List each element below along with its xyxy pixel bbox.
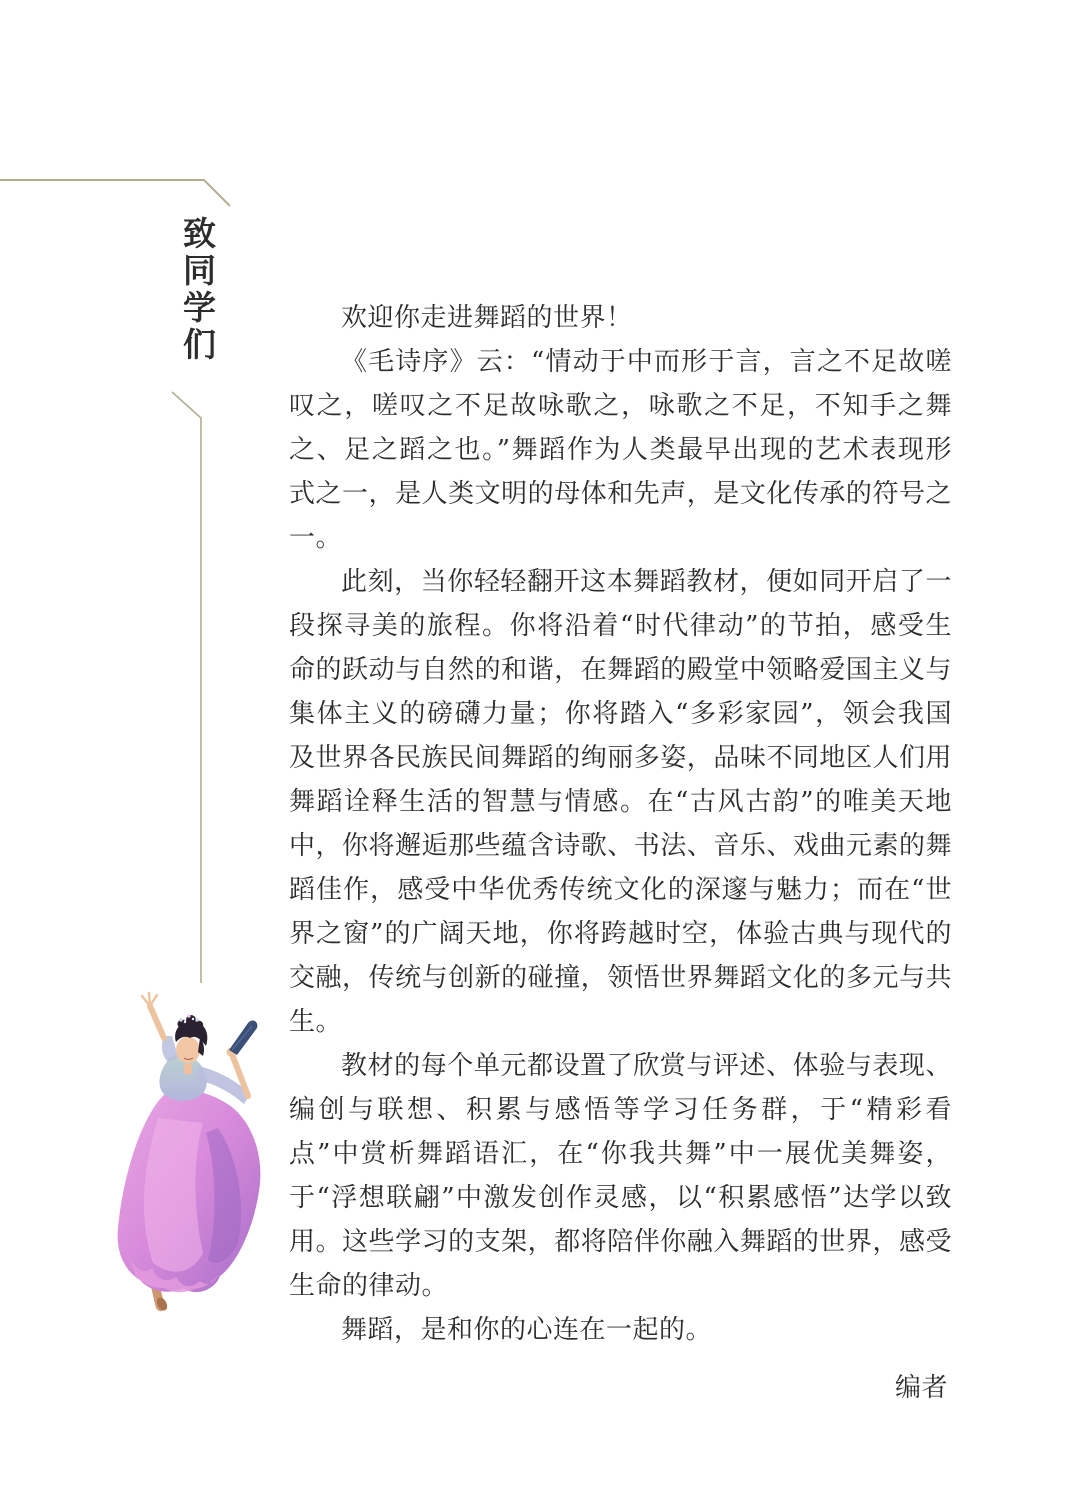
dancer-forearm-left [150,1006,164,1038]
paragraph-units: 教材的每个单元都设置了欣赏与评述、体验与表现、编创与联想、积累与感悟等学习任务群，于“精彩看点”中赏析舞蹈语汇，在“你我共舞”中一展优美舞姿，于“浮想联翩”中激发创作灵感，以“积累感悟”达学以致用。这些学习的支架，都将陪伴你融入舞蹈的世界，感受生命的律动。 [289,1051,952,1301]
dancer-skirt-highlight [144,1118,203,1272]
dancer-headdress-gem-5 [192,1018,194,1020]
dancer-headdress-gem-3 [195,1018,198,1021]
paragraph-journey: 此刻，当你轻轻翻开这本舞蹈教材，便如同开启了一段探寻美的旅程。你将沿着“时代律动”的节拍，感受生命的跃动与自然的和谐，在舞蹈的殿堂中领略爱国主义与集体主义的磅礴力量；你将踏入“多彩家园”，领会我国及世界各民族民间舞蹈的绚丽多姿，品味不同地区人们用舞蹈诠释生活的智慧与情感。在“古风古韵”的唯美天地中，你将邂逅那些蕴含诗歌、书法、音乐、戏曲元素的舞蹈佳作，感受中华优秀传统文化的深邃与魅力；而在“世界之窗”的广阔天地，你将跨越时空，体验古典与现代的交融，传统与创新的碰撞，领悟世界舞蹈文化的多元与共生。 [289,567,952,1037]
dancer-fan [229,1021,257,1055]
top-corner-rule [0,174,240,214]
dancer-illustration [98,988,273,1313]
dancer-headdress-gem [179,1018,182,1021]
left-margin-rule [171,391,207,987]
dancer-headdress-gem-2 [187,1014,190,1017]
preface-text [289,296,952,1410]
dancer-neck [184,1064,192,1074]
paragraph-closing: 舞蹈，是和你的心连在一起的。 [341,1315,713,1345]
dancer-hair-bun-3 [195,1021,203,1029]
editor-signature: 编者 [894,1373,948,1403]
paragraph-maoshixu: 《毛诗序》云：“情动于中而形于言，言之不足故嗟叹之，嗟叹之不足故咏歌之，咏歌之不足，不知手之舞之、足之蹈之也。”舞蹈作为人类最早出现的艺术表现形式之一，是人类文明的母体和先声，是文化传承的符号之一。 [289,347,952,553]
dancer-hand-left [142,993,157,1006]
paragraph-welcome: 欢迎你走进舞蹈的世界！ [341,303,633,333]
page-title: 致同学们 [178,216,217,364]
dancer-headdress-gem-4 [184,1021,186,1023]
